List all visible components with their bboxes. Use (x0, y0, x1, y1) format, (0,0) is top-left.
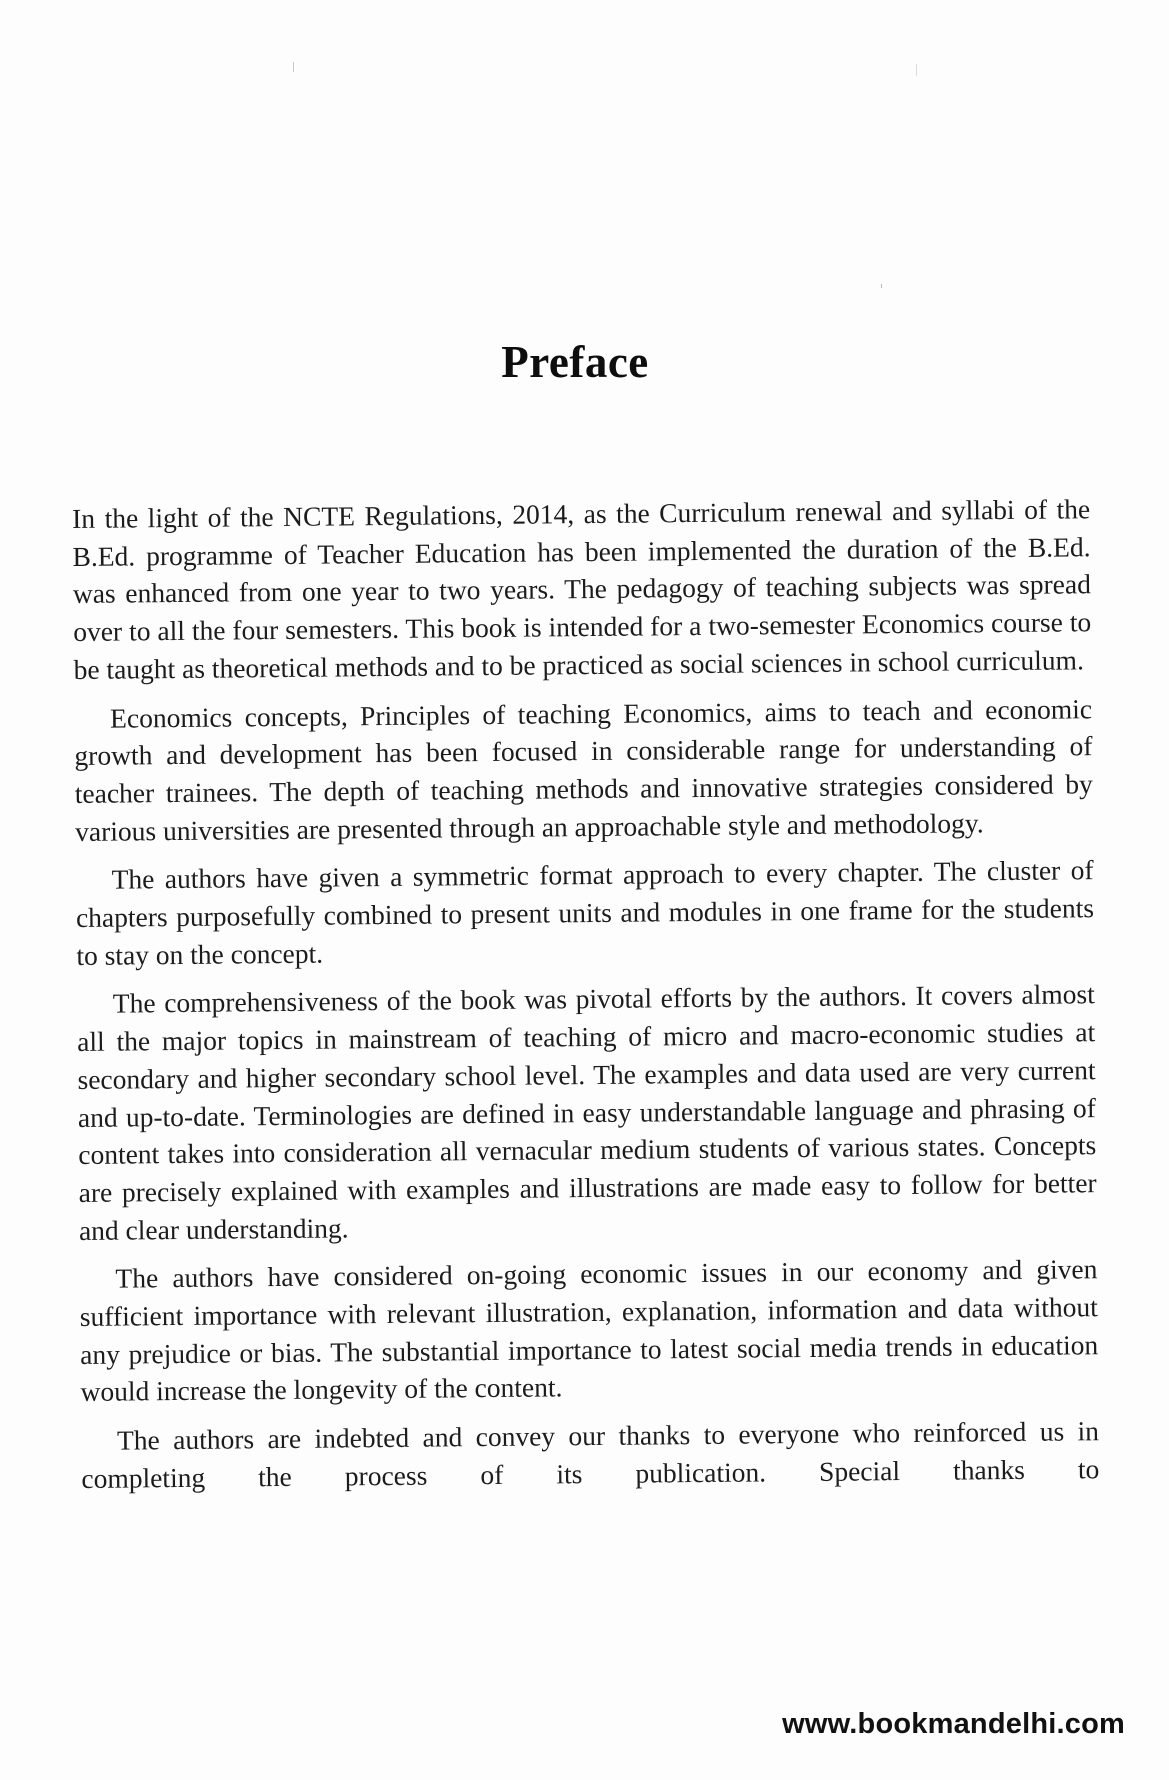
paragraph-6: The authors are indebted and convey our thanks to everyone who reinforced us in completing the process of its publication. Special thanks to (81, 1415, 1100, 1494)
scan-artifact (916, 64, 917, 76)
paragraph-5: The authors have considered on-going economic issues in our economy and given sufficient importance with relevant illustration, explanation, information and data without any prejudice or bias. The substantial importance to latest social media trends in education would increase the longevity of the content. (79, 1253, 1099, 1408)
preface-body (72, 490, 1100, 1508)
page-title: Preface (501, 337, 649, 387)
scan-artifact (881, 284, 882, 288)
website-watermark: www.bookmandelhi.com (782, 1708, 1125, 1740)
scan-artifact (293, 62, 294, 72)
paragraph-1: In the light of the NCTE Regulations, 2014, as the Curriculum renewal and syllabi of the B.Ed. programme of Teacher Education has been implemented the duration of the B.Ed. was enhanced from one year to two years. The pedagogy of teaching subjects was spread over to all the four semesters. This book is intended for a two-semester Economics course to be taught as theoretical methods and to be practiced as social sciences in school curriculum. (72, 493, 1092, 685)
paragraph-3: The authors have given a symmetric format approach to every chapter. The cluster of chapters purposefully combined to present units and modules in one frame for the students to stay on the concept. (75, 854, 1095, 971)
paragraph-4: The comprehensiveness of the book was pivotal efforts by the authors. It covers almost all the major topics in mainstream of teaching of micro and macro-economic studies at secondary and higher secondary school level. The examples and data used are very current and up-to-date. Terminologies are defined in easy understandable language and phrasing of content takes into consideration all vernacular medium students of various states. Concepts are precisely explained with examples and illustrations are made easy to follow for better and clear understanding. (77, 978, 1097, 1246)
paragraph-2: Economics concepts, Principles of teaching Economics, aims to teach and economic growth and development has been focused in considerable range for understanding of teacher trainees. The depth of teaching methods and innovative strategies considered by various universities are presented through an approachable style and methodology. (74, 692, 1093, 847)
